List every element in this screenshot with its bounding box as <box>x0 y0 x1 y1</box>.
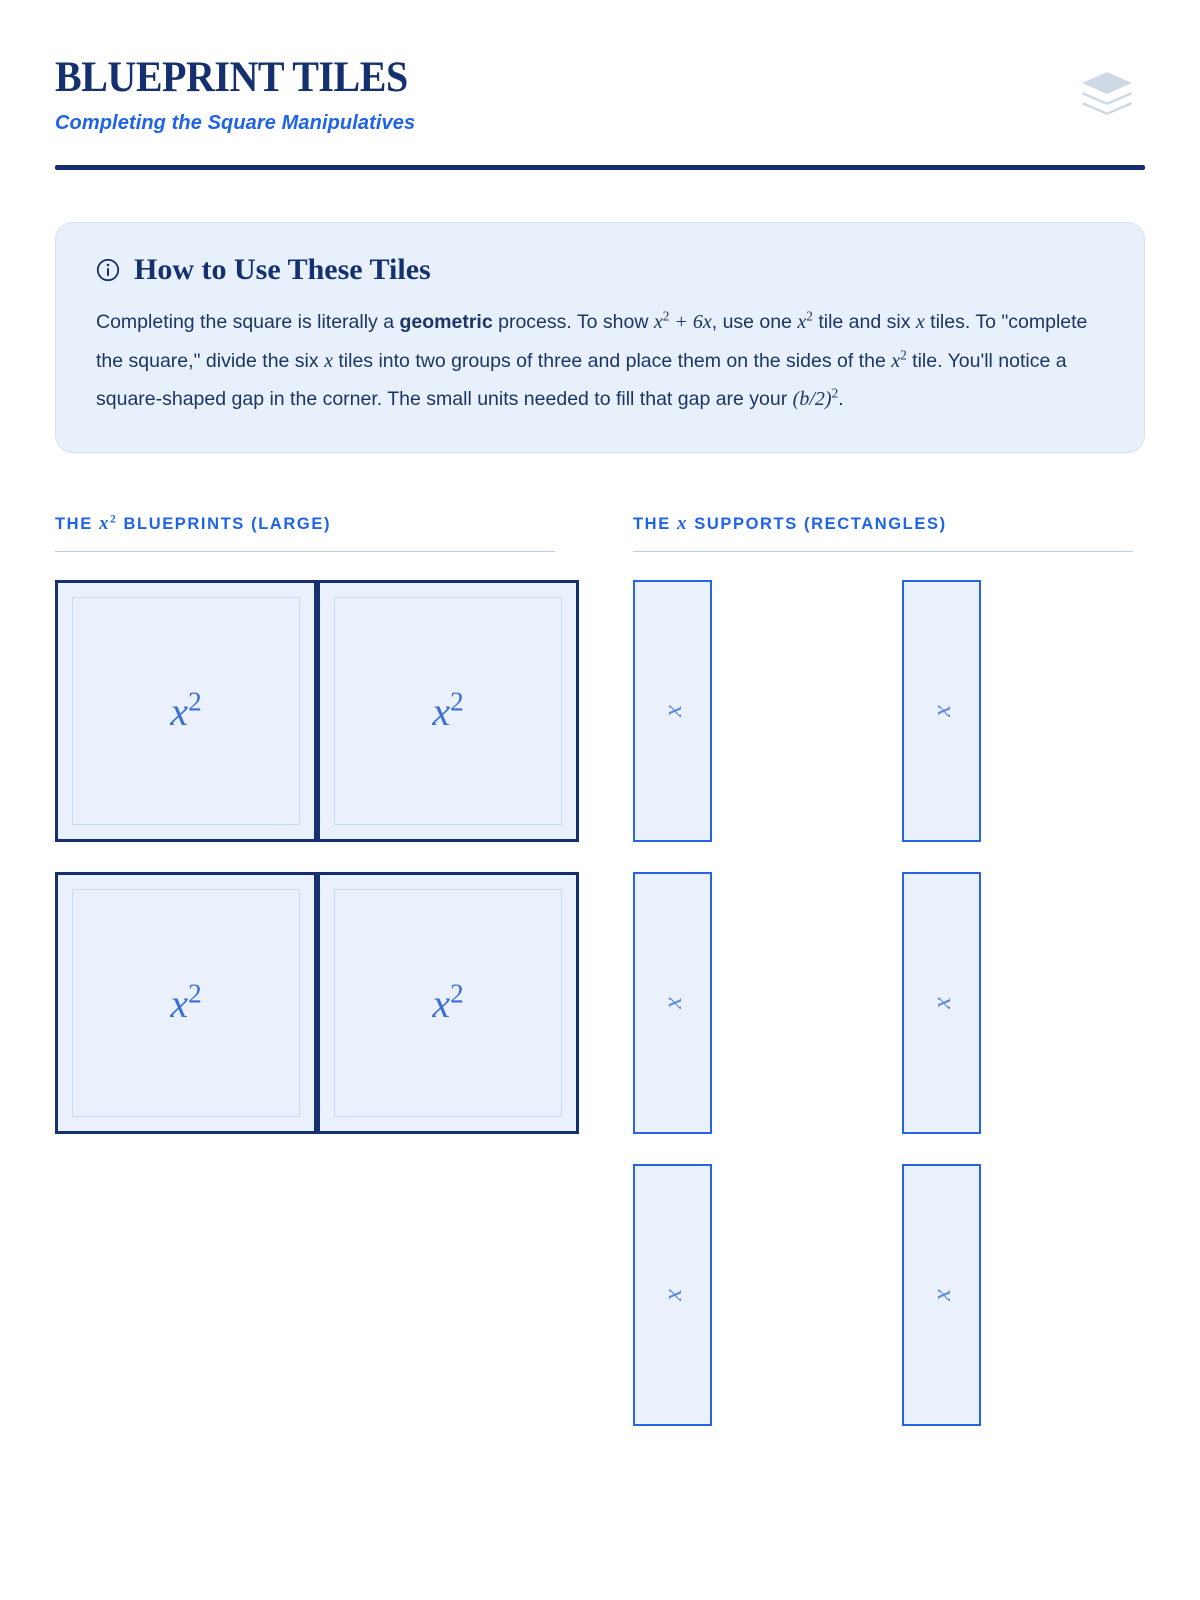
how-to-use-header <box>96 253 1104 287</box>
heading-math-left: x <box>98 513 111 535</box>
tile-label-text: x <box>432 688 451 734</box>
math-x-3: x <box>797 311 807 334</box>
layers-icon[interactable] <box>1079 69 1135 122</box>
x-squared-column-heading <box>55 513 555 552</box>
tile-label-sup: 2 <box>450 978 464 1009</box>
math-x-3-sup: 2 <box>806 308 813 324</box>
tile-label-sup: 2 <box>188 978 202 1009</box>
tile-row-spacer <box>55 842 580 872</box>
x-squared-column <box>55 513 555 1426</box>
body-text-8: tile. You'll notice a square-shaped gap in the corner. The small units needed to fill that gap are your <box>96 349 1067 411</box>
x-rectangle-column-heading <box>633 513 1133 552</box>
x-rectangle-tile[interactable] <box>633 872 712 1134</box>
body-text-5: tile and six <box>812 311 916 334</box>
x-rectangle-tile[interactable] <box>633 1164 712 1426</box>
x-squared-tile[interactable] <box>55 872 317 1134</box>
heading-math-right: x <box>676 513 689 535</box>
body-bold-geometric: geometric <box>399 311 493 334</box>
tile-label-text: x <box>170 980 189 1026</box>
x-rectangle-tile-grid <box>633 580 1133 1426</box>
tile-label-sup: 2 <box>450 686 464 717</box>
math-x-5: x <box>324 349 333 372</box>
body-text-4: , use one <box>711 311 798 334</box>
math-x-2: x <box>702 311 712 334</box>
x-rectangle-tile[interactable] <box>902 580 981 842</box>
title-block <box>55 55 434 135</box>
tile-label: x <box>926 705 956 718</box>
how-to-use-title: How to Use These Tiles <box>134 253 431 287</box>
heading-math-left-sup: 2 <box>110 513 118 526</box>
tile-columns <box>55 513 1145 1426</box>
how-to-use-card <box>55 222 1145 453</box>
tile-label: x <box>657 997 687 1010</box>
math-x-4: x <box>915 311 925 334</box>
x-squared-tile[interactable] <box>317 872 579 1134</box>
body-text-7: tiles into two groups of three and place them on the sides of the <box>332 349 892 372</box>
math-b-over-2: (b/2) <box>792 388 832 411</box>
math-x-6: x <box>891 349 901 372</box>
tile-label-text: x <box>432 980 451 1026</box>
heading-suffix-right: SUPPORTS (RECTANGLES) <box>688 515 947 534</box>
page-subtitle: Completing the Square Manipulatives <box>55 112 416 135</box>
x-rectangle-tile[interactable] <box>902 1164 981 1426</box>
heading-prefix-right: THE <box>633 515 677 534</box>
heading-prefix-left: THE <box>55 515 99 534</box>
x-rectangle-tile[interactable] <box>902 872 981 1134</box>
body-text-3: + 6 <box>669 311 703 334</box>
x-squared-tile[interactable] <box>55 580 317 842</box>
tile-label: x <box>657 1289 687 1302</box>
tile-label: x <box>657 705 687 718</box>
tile-label-text: x <box>170 688 189 734</box>
body-text-9: . <box>838 388 844 411</box>
tile-label: x <box>926 1289 956 1302</box>
math-x-1-sup: 2 <box>662 308 670 324</box>
math-x-1: x <box>653 311 663 334</box>
math-x-6-sup: 2 <box>900 347 907 363</box>
x-squared-tile[interactable] <box>317 580 579 842</box>
body-text-1: Completing the square is literally a <box>96 311 400 334</box>
tile-label <box>432 688 463 735</box>
info-circle-icon <box>96 258 120 282</box>
math-b-over-2-sup: 2 <box>831 385 839 401</box>
x-rectangle-tile[interactable] <box>633 580 712 842</box>
how-to-use-body <box>96 303 1104 418</box>
header-divider <box>55 165 1145 170</box>
tile-label: x <box>926 997 956 1010</box>
x-squared-tile-grid <box>55 580 580 1134</box>
tile-label <box>170 980 201 1027</box>
tile-label-sup: 2 <box>188 686 202 717</box>
page-title: BLUEPRINT TILES <box>55 54 408 101</box>
body-text-2: process. To show <box>492 311 654 334</box>
body-text-6: tiles. To "complete the square," divide the six <box>96 311 1088 372</box>
heading-suffix-left: BLUEPRINTS (LARGE) <box>117 515 332 534</box>
tile-label <box>170 688 201 735</box>
x-rectangle-column <box>633 513 1133 1426</box>
page-header <box>55 55 1145 135</box>
tile-label <box>432 980 463 1027</box>
